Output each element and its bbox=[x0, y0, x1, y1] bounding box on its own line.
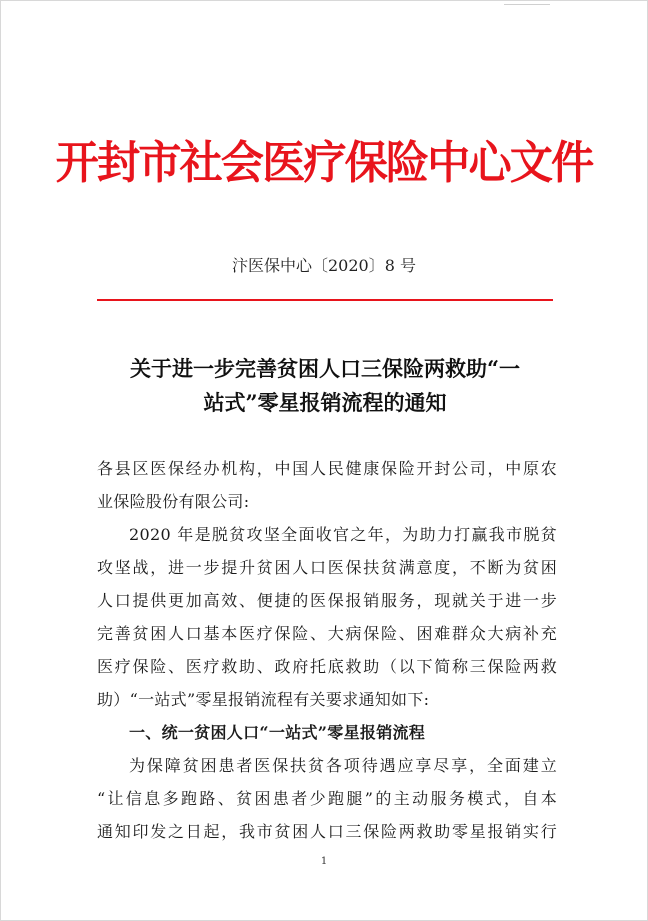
page-number: 1 bbox=[320, 856, 328, 867]
body-line: “让信息多跑路、贫困患者少跑腿”的主动服务模式，自本 bbox=[97, 789, 557, 808]
document-number: 汴医保中心〔2020〕8 号 bbox=[232, 256, 416, 275]
body-line: 通知印发之日起，我市贫困人口三保险两救助零星报销实行 bbox=[97, 822, 557, 841]
body-line: 为保障贫困患者医保扶贫各项待遇应享尽享，全面建立 bbox=[129, 756, 557, 775]
body-line: 助）“一站式”零星报销流程有关要求通知如下: bbox=[97, 690, 430, 709]
corner-mark bbox=[504, 0, 550, 5]
body-line: 业保险股份有限公司: bbox=[97, 492, 250, 511]
title-line-1: 关于进一步完善贫困人口三保险两救助“一 bbox=[129, 356, 521, 381]
body-line: 2020 年是脱贫攻坚全面收官之年，为助力打赢我市脱贫 bbox=[129, 525, 557, 544]
title-line-2: 站式”零星报销流程的通知 bbox=[203, 390, 447, 415]
body-line: 医疗保险、医疗救助、政府托底救助（以下简称三保险两救 bbox=[97, 657, 557, 676]
document-title bbox=[95, 352, 555, 420]
document-header: 开封市社会医疗保险中心文件 bbox=[55, 136, 593, 189]
section-heading: 一、统一贫困人口“一站式”零星报销流程 bbox=[129, 723, 426, 742]
body-line: 各县区医保经办机构，中国人民健康保险开封公司，中原农 bbox=[97, 459, 557, 478]
body-line: 完善贫困人口基本医疗保险、大病保险、困难群众大病补充 bbox=[97, 624, 557, 643]
body-line: 人口提供更加高效、便捷的医保报销服务，现就关于进一步 bbox=[97, 591, 557, 610]
document-body bbox=[97, 452, 557, 848]
red-separator-line bbox=[97, 299, 553, 301]
body-line: 攻坚战，进一步提升贫困人口医保扶贫满意度，不断为贫困 bbox=[97, 558, 557, 577]
